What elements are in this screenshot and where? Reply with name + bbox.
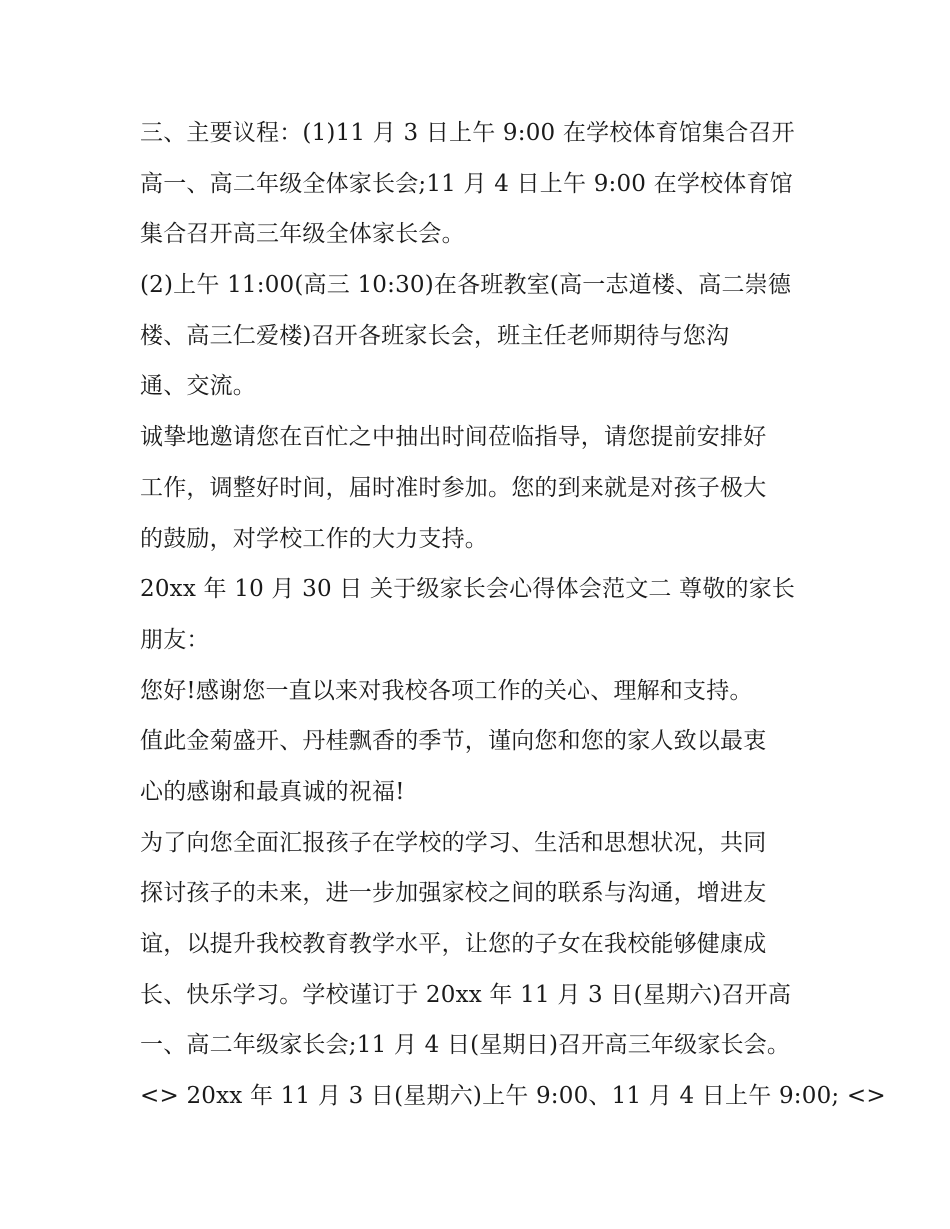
document-body: [140, 108, 886, 1122]
text-line: 为了向您全面汇报孩子在学校的学习、生活和思想状况，共同: [140, 829, 767, 856]
text-line: 朋友：: [140, 626, 210, 653]
text-line: 诚挚地邀请您在百忙之中抽出时间莅临指导，请您提前安排好: [140, 424, 767, 451]
text-line: 长、快乐学习。学校谨订于 20xx 年 11 月 3 日(星期六)召开高: [140, 981, 792, 1008]
text-line: 您好!感谢您一直以来对我校各项工作的关心、理解和支持。: [140, 677, 753, 704]
text-line: 心的感谢和最真诚的祝福!: [140, 778, 405, 805]
text-line: 探讨孩子的未来，进一步加强家校之间的联系与沟通，增进友: [140, 880, 767, 907]
text-line: 楼、高三仁爱楼)召开各班家长会，班主任老师期待与您沟: [140, 322, 730, 349]
text-line: 三、主要议程：(1)11 月 3 日上午 9:00 在学校体育馆集合召开: [140, 120, 795, 146]
text-line: 集合召开高三年级全体家长会。: [140, 221, 465, 248]
text-line: 通、交流。: [140, 373, 256, 400]
text-line: 的鼓励，对学校工作的大力支持。: [140, 525, 488, 552]
text-line: 谊，以提升我校教育教学水平，让您的子女在我校能够健康成: [140, 931, 767, 957]
text-line: 一、高二年级家长会;11 月 4 日(星期日)召开高三年级家长会。: [140, 1032, 791, 1059]
text-line: 工作，调整好时间，届时准时参加。您的到来就是对孩子极大: [140, 474, 767, 501]
text-line: (2)上午 11:00(高三 10:30)在各班教室(高一志道楼、高二崇德: [140, 272, 792, 299]
text-line: 高一、高二年级全体家长会;11 月 4 日上午 9:00 在学校体育馆: [140, 170, 793, 197]
text-line: 20xx 年 10 月 30 日 关于级家长会心得体会范文二 尊敬的家长: [140, 576, 796, 603]
text-line: 值此金菊盛开、丹桂飘香的季节，谨向您和您的家人致以最衷: [140, 728, 767, 755]
text-line: <> 20xx 年 11 月 3 日(星期六)上午 9:00、11 月 4 日上午 9:00; <>: [140, 1083, 886, 1110]
